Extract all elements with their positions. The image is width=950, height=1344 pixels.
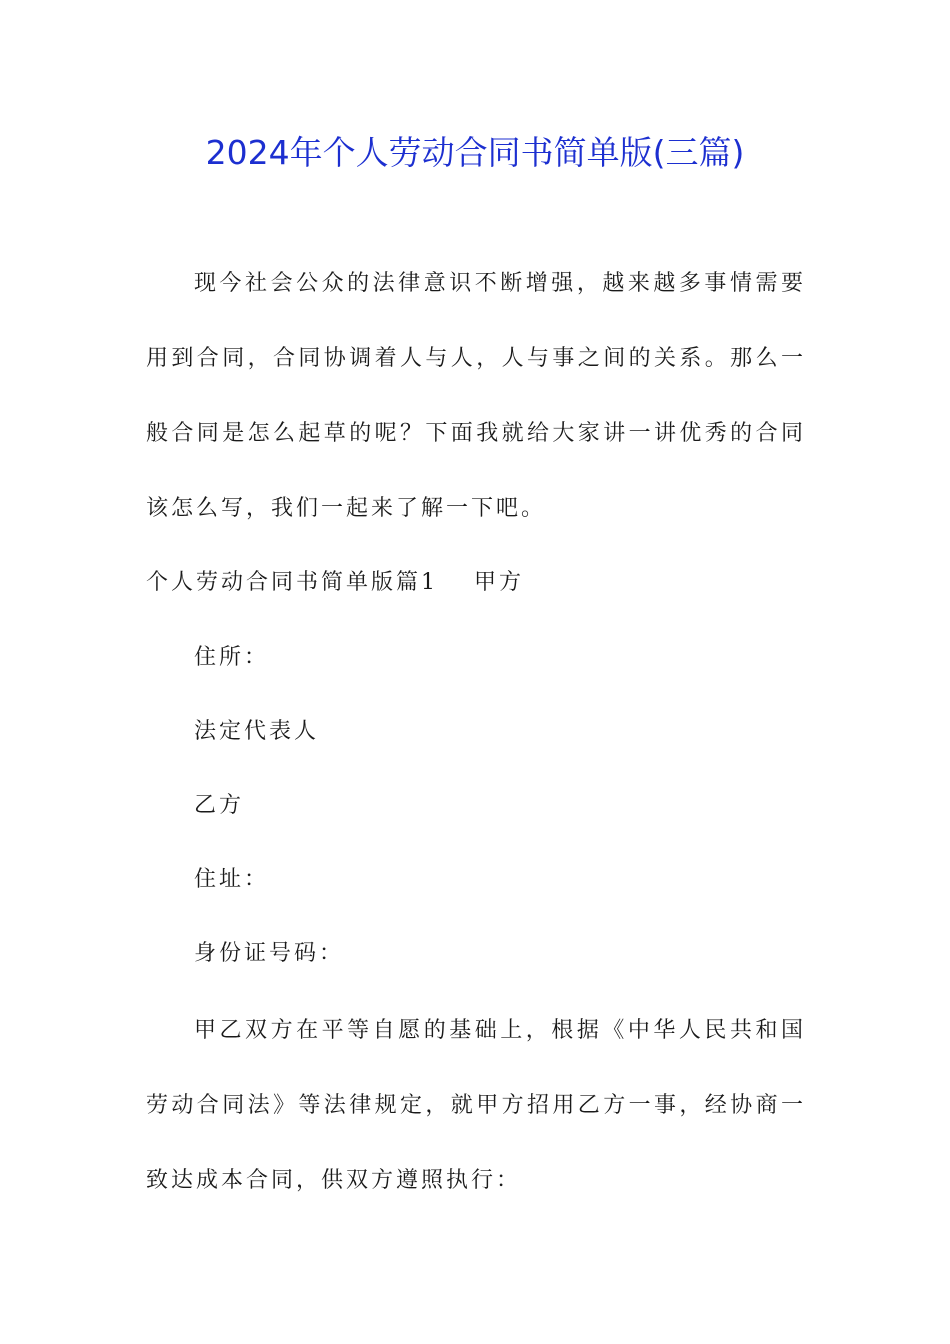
residence-field: 住所：	[194, 645, 270, 670]
id-number-field: 身份证号码：	[194, 941, 345, 966]
legal-rep-field: 法定代表人	[194, 719, 320, 744]
agreement-paragraph: 甲乙双方在平等自愿的基础上，根据《中华人民共和国劳动合同法》等法律规定，就甲方招用乙方一事，经协商一致达成本合同，供双方遵照执行：	[146, 1018, 806, 1193]
party-b-label: 乙方	[194, 793, 245, 818]
party-a-label: 甲方	[474, 570, 525, 595]
address-field: 住址：	[194, 867, 270, 892]
section-heading: 个人劳动合同书简单版篇1	[146, 570, 438, 595]
document-title: 2024年个人劳动合同书简单版(三篇)	[205, 133, 745, 172]
intro-paragraph: 现今社会公众的法律意识不断增强，越来越多事情需要用到合同，合同协调着人与人，人与事之间的关系。那么一般合同是怎么起草的呢？下面我就给大家讲一讲优秀的合同该怎么写，我们一起来了解一下吧。	[146, 271, 806, 521]
